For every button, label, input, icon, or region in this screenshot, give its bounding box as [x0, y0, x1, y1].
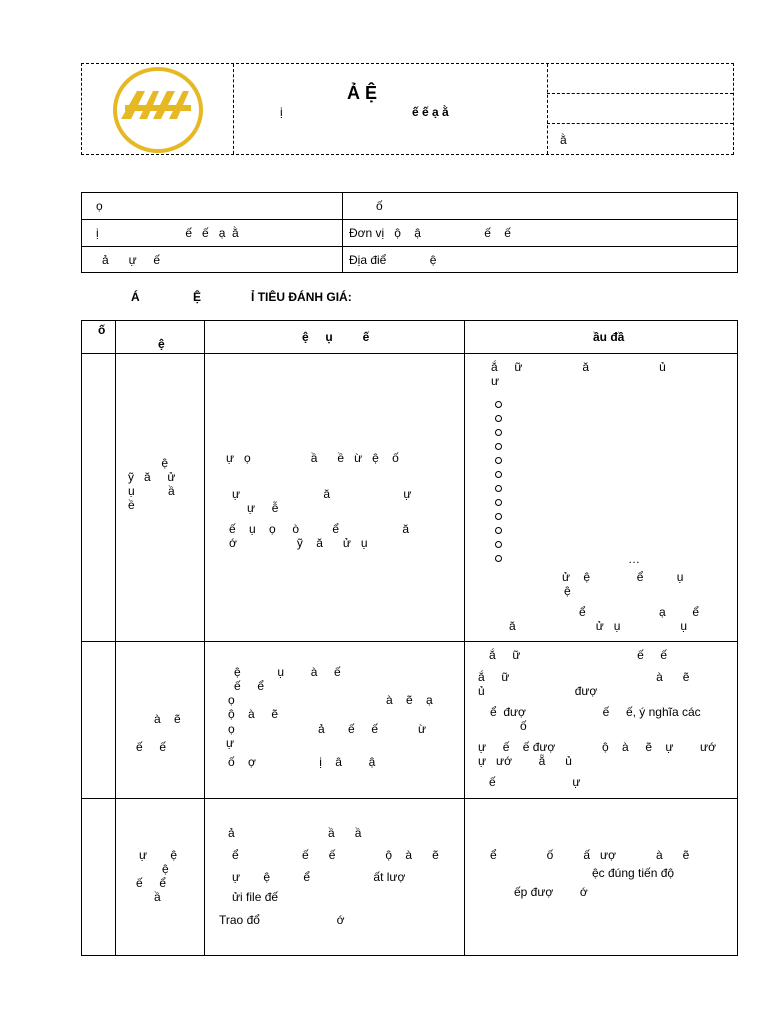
cell-line: ủ đượ [478, 684, 598, 698]
cell-line: ế ế [136, 740, 167, 754]
cell-line: ắ ữ à ẽ [478, 670, 690, 684]
document-subtitle-right: ế ế ạ ằ [412, 105, 449, 119]
cell-line: ọ [228, 693, 235, 707]
cell-line: ớ ỹ ă ử ụ [229, 536, 368, 550]
table-divider [82, 798, 737, 799]
cell-line: ố [520, 719, 527, 733]
cell-line: ể ố ấ ượ à ẽ [490, 848, 690, 862]
cell-line: ự ệ [139, 848, 178, 862]
cell-line: ệ ụ à ế [234, 665, 341, 679]
info-cell: Đơn vị ộ ậ ế ế [349, 226, 511, 240]
cell-line: à ẽ [154, 712, 181, 726]
cell-line: ề [128, 498, 135, 512]
bullet-icon [495, 443, 502, 450]
info-cell: ị ế ế ạ ằ [96, 226, 239, 240]
document-header [81, 63, 734, 155]
bullet-icon [495, 471, 502, 478]
cell-line: ă ử ụ ụ [509, 619, 688, 633]
bullet-icon [495, 415, 502, 422]
cell-line: ự ướ ẵ ủ [478, 754, 572, 768]
cell-line: ế ể [234, 679, 265, 693]
info-cell: ố [376, 199, 383, 213]
info-table [81, 192, 738, 273]
cell-line: ự ế ế đượ ộ à ẽ ự ướ [478, 740, 716, 754]
section-title: Á Ệ Ỉ TIÊU ĐÁNH GIÁ: [131, 290, 352, 304]
header-divider [547, 93, 733, 94]
cell-line: ự [226, 736, 235, 750]
bullet-icon [495, 499, 502, 506]
cell-line: ệ [162, 862, 169, 876]
header-divider [547, 123, 733, 124]
info-cell: ọ [96, 199, 103, 213]
header-cell: ầu đầ [593, 330, 625, 344]
cell-line: Trao đổ ớ [219, 913, 345, 927]
header-cell: ệ [158, 337, 165, 351]
cell-line: ự ễ [247, 501, 279, 515]
cell-line: ự ệ ể ất lượ [232, 870, 406, 884]
document-title: Ả Ệ [347, 83, 378, 103]
cell-line: ử ệ ể ụ [562, 570, 684, 584]
table-divider [204, 321, 205, 955]
table-divider [464, 321, 465, 955]
table-divider [82, 219, 737, 220]
header-cell: ố [98, 323, 106, 337]
cell-line: ệc đúng tiến độ [592, 866, 675, 880]
header-divider [233, 64, 234, 154]
cell-line: ệ [128, 456, 169, 470]
evaluation-table [81, 320, 738, 956]
cell-line: ế ụ ọ ò ể ă [229, 522, 410, 536]
cell-line: ể ế ế ộ à ẽ [232, 848, 439, 862]
bullet-icon [495, 485, 502, 492]
cell-line: ộ à ẽ [228, 707, 279, 721]
info-cell: Địa điể ệ [349, 253, 437, 267]
cell-line: à ẽ ạ [386, 693, 433, 707]
cell-line: ọ ả ế ế ừ [228, 722, 427, 736]
header-right-label: ằ [560, 133, 567, 147]
cell-line: ế ể [136, 876, 167, 890]
cell-line: ắ ữ ế ế [489, 648, 668, 662]
table-divider [115, 321, 116, 955]
header-cell: ệ ụ ế [302, 330, 370, 344]
info-cell: ả ự ế [102, 253, 161, 267]
cell-line: ể đượ ế ế, ý nghĩa các [490, 705, 701, 719]
cell-line: ự ă ự [232, 487, 412, 501]
bullet-icon [495, 401, 502, 408]
cell-line: ư [491, 374, 500, 388]
cell-line: ả ầ ầ [228, 826, 362, 840]
bullet-icon [495, 555, 502, 562]
cell-line: ể ạ ể [579, 605, 700, 619]
table-divider [342, 193, 343, 272]
ellipsis: … [628, 552, 640, 566]
cell-line: ửi file đế [232, 890, 279, 904]
header-divider [547, 64, 548, 154]
bullet-icon [495, 513, 502, 520]
bullet-icon [495, 541, 502, 548]
document-subtitle: ị [280, 105, 283, 119]
cell-line: ếp đượ ớ [514, 885, 588, 899]
bullet-icon [495, 457, 502, 464]
cell-line: ỹ ă ử [128, 470, 176, 484]
cell-line: ụ ầ [128, 484, 175, 498]
cell-line: ố ợ ị â ậ [228, 755, 376, 769]
cell-line: ế ự [489, 775, 581, 789]
cell-line: ệ [564, 584, 571, 598]
table-divider [82, 641, 737, 642]
cell-line: ầ [154, 890, 161, 904]
table-divider [82, 246, 737, 247]
company-logo [113, 67, 203, 153]
bullet-icon [495, 527, 502, 534]
table-divider [82, 353, 737, 354]
cell-line: ắ ữ ă ủ [491, 360, 666, 374]
cell-line: ự ọ ầ ề ừ ệ ố [226, 451, 399, 465]
bullet-icon [495, 429, 502, 436]
